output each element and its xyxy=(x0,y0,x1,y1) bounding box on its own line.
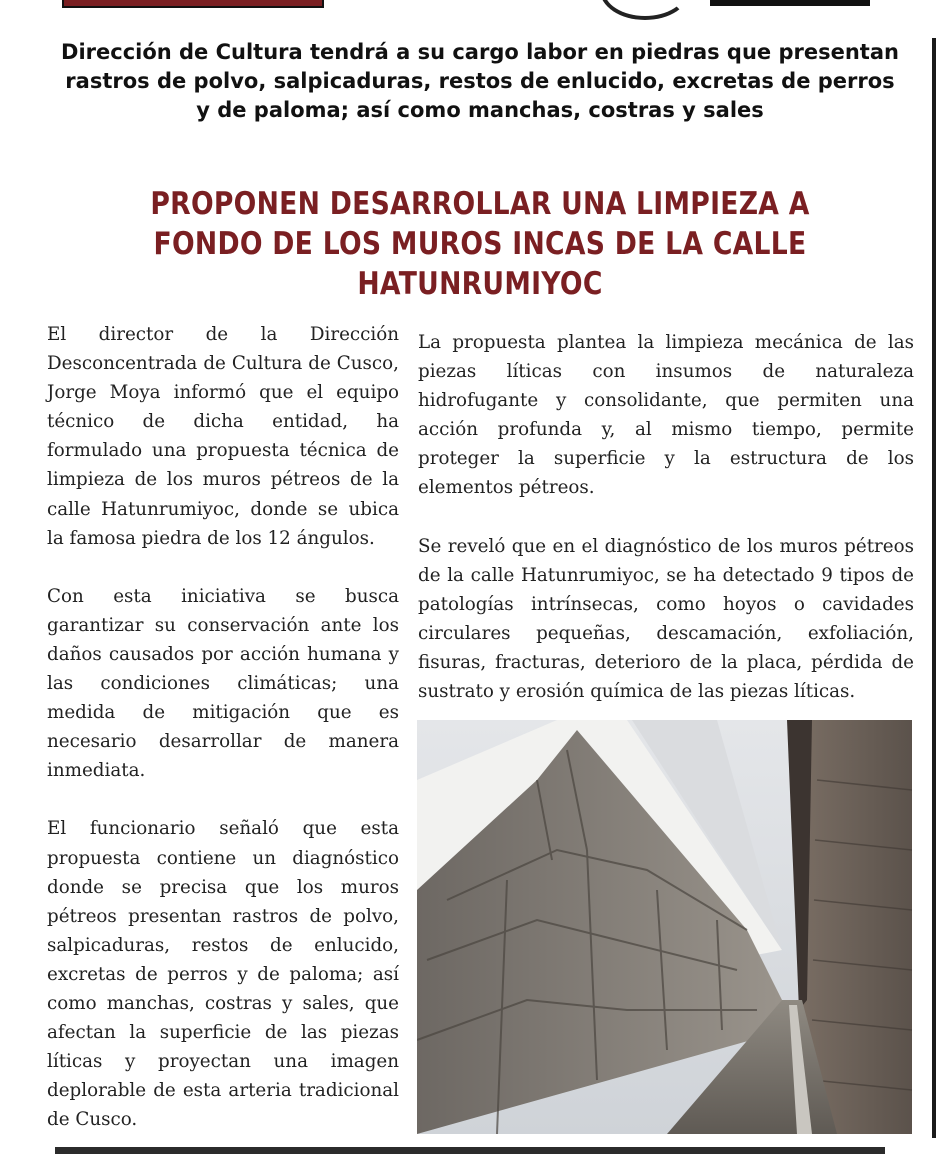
article-headline: PROPONEN DESARROLLAR UNA LIMPIEZA A FONDO DE LOS MUROS INCAS DE LA CALLE HATUNRUMIYOC xyxy=(150,186,810,302)
logo-fragment xyxy=(600,0,690,20)
article-subhead: Dirección de Cultura tendrá a su cargo labor en piedras que presentan rastros de polvo, salpicaduras, restos de enlucido, excretas de perros y de paloma; así como manchas, costras y sales xyxy=(61,40,899,122)
street-photo xyxy=(417,720,912,1134)
left-column xyxy=(47,320,399,1163)
paragraph: Con esta iniciativa se busca garantizar su conservación ante los daños causados por acción humana y las condiciones climáticas; una medida de mitigación que es necesario desarrollar de manera inmediata. xyxy=(47,585,399,782)
bottom-rule xyxy=(55,1147,885,1154)
inca-wall-photo-illustration xyxy=(417,720,912,1134)
paragraph: Se reveló que en el diagnóstico de los muros pétreos de la calle Hatunrumiyoc, se ha detectado 9 tipos de patologías intrínsecas, como hoyos o cavidades circulares pequeñas, descamación, exfoliación, fisuras, fracturas, deterioro de la placa, pérdida de sustrato y erosión química de las piezas líticas. xyxy=(418,535,914,703)
masthead-bar xyxy=(62,0,324,8)
column-rule xyxy=(932,38,936,1138)
paragraph: El funcionario señaló que esta propuesta contiene un diagnóstico donde se precisa que los muros pétreos presentan rastros de polvo, salpicaduras, restos de enlucido, excretas de perros y de paloma; así como manchas, costras y sales, que afectan la superficie de las piezas líticas y proyectan una imagen deplorable de esta arteria tradicional de Cusco. xyxy=(47,818,399,1131)
paragraph: La propuesta plantea la limpieza mecánica de las piezas líticas con insumos de naturaleza hidrofugante y consolidante, que permiten una acción profunda y, al mismo tiempo, permite proteger la superficie y la estructura de los elementos pétreos. xyxy=(418,332,914,499)
logo-strip xyxy=(710,0,870,6)
paragraph: El director de la Dirección Desconcentrada de Cultura de Cusco, Jorge Moya informó que el equipo técnico de dicha entidad, ha formulado una propuesta técnica de limpieza de los muros pétreos de la calle Hatunrumiyoc, donde se ubica la famosa piedra de los 12 ángulos. xyxy=(47,324,399,549)
right-column xyxy=(418,328,914,735)
